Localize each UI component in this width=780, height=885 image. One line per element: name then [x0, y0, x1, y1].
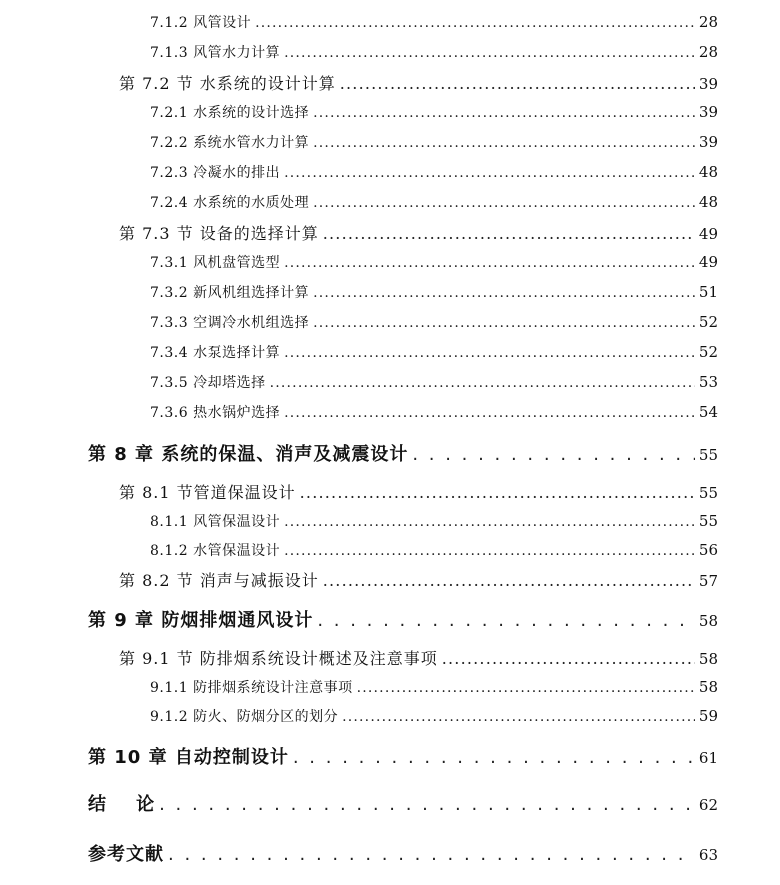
toc-leader-dots: [323, 224, 695, 243]
toc-leader-dots: [442, 649, 695, 668]
toc-leader-dots: [284, 514, 695, 530]
toc-leader-dots: [317, 610, 695, 631]
toc-entry-title: 8.1.2 水管保温设计: [150, 543, 281, 559]
toc-entry-chapter: [88, 440, 718, 466]
toc-leader-dots: [313, 135, 695, 151]
toc-entry-page: 51: [698, 283, 718, 301]
toc-entry-page: 58: [698, 678, 718, 696]
toc-entry-page: 63: [698, 846, 718, 864]
toc-entry-title: 7.2.2 系统水管水力计算: [150, 135, 310, 151]
toc-leader-dots: [284, 255, 695, 271]
toc-entry-title: 第 7.3 节 设备的选择计算: [119, 224, 319, 243]
toc-entry: [150, 342, 718, 362]
toc-entry-title: 9.1.1 防排烟系统设计注意事项: [150, 680, 353, 696]
toc-entry-page: 39: [698, 75, 718, 93]
toc-entry-page: 53: [698, 373, 718, 391]
toc-entry-page: 58: [698, 612, 718, 630]
toc-entry-title: 第 7.2 节 水系统的设计计算: [119, 74, 336, 93]
toc-leader-dots: [255, 15, 695, 31]
toc-leader-dots: [340, 74, 695, 93]
toc-entry-title: 7.3.1 风机盘管选型: [150, 255, 281, 271]
toc-entry-title: 9.1.2 防火、防烟分区的划分: [150, 709, 339, 725]
toc-entry-page: 54: [698, 403, 718, 421]
toc-entry: [150, 511, 718, 531]
toc-entry: [119, 221, 718, 244]
toc-leader-dots: [284, 543, 695, 559]
toc-entry: [119, 646, 718, 669]
toc-entry-title: 7.2.1 水系统的设计选择: [150, 105, 310, 121]
toc-entry-page: 48: [698, 163, 718, 181]
toc-entry: [150, 312, 718, 332]
toc-entry-page: 62: [698, 796, 718, 814]
toc-entry: [150, 372, 718, 392]
toc-entry-page: 28: [698, 43, 718, 61]
toc-entry-title: 7.1.2 风管设计: [150, 15, 252, 31]
toc-entry-title: 7.3.4 水泵选择计算: [150, 345, 281, 361]
toc-entry-page: 56: [698, 541, 718, 559]
toc-entry: [150, 540, 718, 560]
toc-leader-dots: [284, 165, 695, 181]
toc-entry-title: 7.1.3 风管水力计算: [150, 45, 281, 61]
toc-entry: [150, 132, 718, 152]
toc-entry-title: 结 论: [88, 794, 156, 815]
toc-entry-title: 第 8.1 节管道保温设计: [119, 483, 296, 502]
toc-entry-title: 第 9 章 防烟排烟通风设计: [88, 610, 314, 631]
toc-entry-page: 55: [698, 484, 718, 502]
toc-entry: [150, 102, 718, 122]
toc-entry-chapter: [88, 840, 718, 866]
toc-entry: [119, 480, 718, 503]
toc-leader-dots: [293, 747, 695, 768]
toc-entry: [150, 252, 718, 272]
toc-entry-title: 第 8 章 系统的保温、消声及减震设计: [88, 444, 409, 465]
toc-entry: [119, 71, 718, 94]
toc-entry-chapter: [88, 790, 718, 816]
toc-entry: [150, 192, 718, 212]
toc-entry-page: 48: [698, 193, 718, 211]
toc-leader-dots: [284, 45, 695, 61]
toc-entry: [150, 402, 718, 422]
toc-entry: [150, 677, 718, 697]
toc-entry-page: 58: [698, 650, 718, 668]
toc-entry-title: 7.2.3 冷凝水的排出: [150, 165, 281, 181]
toc-leader-dots: [412, 444, 695, 465]
toc-leader-dots: [313, 285, 695, 301]
toc-entry-chapter: [88, 743, 718, 769]
toc-leader-dots: [284, 345, 695, 361]
toc-entry-title: 第 10 章 自动控制设计: [88, 747, 289, 768]
toc-leader-dots: [168, 844, 695, 865]
toc-entry: [150, 42, 718, 62]
toc-entry-title: 第 8.2 节 消声与减振设计: [119, 571, 319, 590]
toc-leader-dots: [284, 405, 695, 421]
toc-entry-page: 61: [698, 749, 718, 767]
toc-entry-page: 57: [698, 572, 718, 590]
toc-entry-title: 7.2.4 水系统的水质处理: [150, 195, 310, 211]
toc-entry-page: 49: [698, 225, 718, 243]
toc-entry-title: 参考文献: [88, 844, 164, 865]
toc-leader-dots: [313, 105, 695, 121]
toc-entry-page: 28: [698, 13, 718, 31]
toc-entry-page: 59: [698, 707, 718, 725]
toc-entry-title: 8.1.1 风管保温设计: [150, 514, 281, 530]
toc-leader-dots: [342, 709, 695, 725]
toc-leader-dots: [159, 794, 695, 815]
toc-entry: [150, 706, 718, 726]
toc-entry-title: 7.3.2 新风机组选择计算: [150, 285, 310, 301]
toc-entry: [150, 162, 718, 182]
toc-entry-title: 7.3.3 空调冷水机组选择: [150, 315, 310, 331]
toc-entry: [119, 568, 718, 591]
toc-entry-title: 7.3.5 冷却塔选择: [150, 375, 266, 391]
toc-entry-chapter: [88, 606, 718, 632]
toc-entry-page: 39: [698, 103, 718, 121]
toc-entry-page: 55: [698, 446, 718, 464]
toc-leader-dots: [300, 483, 695, 502]
toc-leader-dots: [357, 680, 695, 696]
toc-leader-dots: [313, 195, 695, 211]
toc-entry-page: 52: [698, 343, 718, 361]
toc-entry-page: 52: [698, 313, 718, 331]
toc-entry: [150, 282, 718, 302]
toc-entry-title: 7.3.6 热水锅炉选择: [150, 405, 281, 421]
toc-entry: [150, 12, 718, 32]
toc-leader-dots: [323, 571, 695, 590]
toc-entry-page: 49: [698, 253, 718, 271]
toc-entry-page: 55: [698, 512, 718, 530]
toc-entry-page: 39: [698, 133, 718, 151]
toc-leader-dots: [313, 315, 695, 331]
toc-entry-title: 第 9.1 节 防排烟系统设计概述及注意事项: [119, 649, 438, 668]
toc-leader-dots: [270, 375, 695, 391]
